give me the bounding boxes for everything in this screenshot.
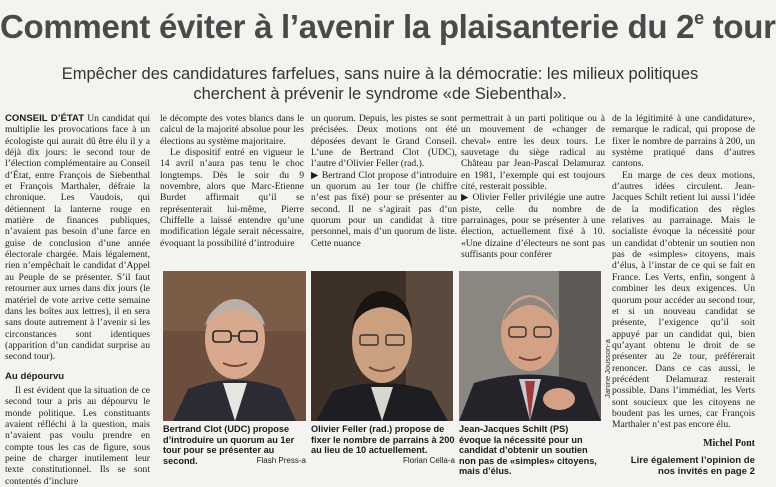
deck-subtitle: Empêcher des candidatures farfelues, sans nuire à la démocratie: les milieux politiques cherchent à prévenir le syndrome «de Siebenthal». bbox=[61, 65, 699, 103]
caption-bertrand-clot: Bertrand Clot (UDC) propose d’introduire un quorum au 1er tour pour se présenter au second. Flash Press-a bbox=[163, 424, 306, 466]
kicker: CONSEIL D’ÉTAT bbox=[5, 113, 85, 124]
photo-olivier-feller bbox=[311, 271, 453, 421]
paragraph: de la légitimité à une candidature», remarque le radical, qui propose de fixer le nombre de parrains à 200, un système pratiqué dans d’autres cantons. bbox=[612, 113, 755, 170]
paragraph: permettrait à un parti politique ou à un mouvement de «changer de cheval» entre les deux tours. Le sauvetage du siège radical au Château par Jean-Pascal Delamuraz en 1981, l’exemple qui est toujours cité, resterait possible. bbox=[461, 113, 605, 193]
photo-credit: Flash Press-a bbox=[256, 455, 306, 465]
paragraph: Il est évident que la situation de ce second tour a pris au dépourvu le monde politique. Les constituants avaient réfléchi à la question, mais n’avaient pas voulu prendre en compte tous les cas de figure, sous peine de charger inutilement leur texte constitutionnel. Ils se sont contentés d’inclure bbox=[5, 384, 150, 487]
column-1 bbox=[5, 113, 150, 487]
portrait-illustration bbox=[311, 271, 453, 421]
headline: Comment éviter à l’avenir la plaisanterie du 2e tour bbox=[0, 8, 776, 45]
column-2 bbox=[160, 113, 304, 249]
caption-olivier-feller: Olivier Feller (rad.) propose de fixer le nombre de parrains à 200 au lieu de 10 actuellement. Florian Cella-a bbox=[311, 424, 455, 465]
portrait-illustration bbox=[459, 271, 601, 421]
photo-credit-vertical: Janine Jousson-a bbox=[603, 339, 612, 398]
paragraph: ▶ Bertrand Clot propose d’introduire un quorum au 1er tour (le chiffre n’est pas fixé) pour se présenter au second. Il ne s’agirait pas d’un quorum pour un candidat à titre personnel, mais d’un quorum de liste. Cette nuance bbox=[311, 169, 457, 249]
paragraph: ▶ Olivier Feller privilégie une autre piste, celle du nombre de parrainages, pour se présenter à une élection, actuellement fixé à 10. «Une dizaine d’électeurs ne sont pas suffisants pour conférer bbox=[461, 192, 605, 261]
photo-credit: Florian Cella-a bbox=[402, 455, 455, 465]
paragraph: Le dispositif entré en vigueur le 14 avril n’aura pas tenu le choc longtemps. Dès le soir du 9 novembre, alors que Marc-Etienne Burdet affirmait qu’il se représenterait lui-même, Pierre Chiffelle a laissé entendre qu’une modification légale serait nécessaire, évoquant la possibilité d’introduire bbox=[160, 147, 304, 249]
column-3 bbox=[311, 113, 457, 249]
see-also-link[interactable]: Lire également l’opinion de nos invités en page 2 bbox=[630, 454, 755, 477]
column-4 bbox=[461, 113, 605, 260]
byline: Michel Pont bbox=[703, 437, 755, 449]
column-5 bbox=[612, 113, 755, 477]
photo-bertrand-clot bbox=[163, 271, 306, 421]
subheading: Au dépourvu bbox=[5, 370, 65, 382]
paragraph: le décompte des votes blancs dans le calcul de la majorité absolue pour les élections au système majoritaire. bbox=[160, 113, 304, 147]
paragraph: Un candidat qui multiplie les provocations face à un écologiste qui aurait dû être élu il y a déjà dix jours: le second tour de l’élection complémentaire au Conseil d’État, entre François de Siebenthal et François Marthaler, défraie la chronique. Les Vaudois, qui détiennent la lanterne rouge en matière de finances publiques, n’avaient pas besoin d’une farce en guise de conclusion d’une année électorale chargée. Mais légalement, rien n’empêchait le candidat d’Appel au Peuple de se présenter. S’il faut retourner aux urnes dans dix jours (le matériel de vote arrive cette semaine dans les boîtes aux lettres), il en sera sans doute autrement à l’avenir si les circonstances sont identiques (apparition d’un candidat surprise au second tour). bbox=[5, 113, 150, 363]
portrait-illustration bbox=[163, 271, 306, 421]
paragraph: un quorum. Depuis, les pistes se sont précisées. Deux motions ont été déposées devant le Grand Conseil. L’une de Bertrand Clot (UDC), l’autre d’Olivier Feller (rad.). bbox=[311, 113, 457, 170]
photo-jean-jacques-schilt bbox=[459, 271, 601, 421]
paragraph: En marge de ces deux motions, d’autres idées circulent. Jean-Jacques Schilt retient lui aussi l’idée de la modification des règles relatives au parrainage. Mais le socialiste évoque la nécessité pour un candidat d’obtenir un soutien non pas de «simples» citoyens, mais d’élus, à l’instar de ce qui se fait en France. Les Verts, enfin, songent à combiner les deux exigences. Un quorum pour accéder au second tour, et si un nouveau candidat se présente, l’exigence qu’il soit appuyé par un candidat qui, bien qu’ayant obtenu le droit de se présenter au 2e tour, préférerait renoncer. Dans ce cas aussi, le précédent Delamuraz resterait possible. Dans l’immédiat, les Verts sont soucieux que les citoyens ne boudent pas les urnes, car François Marthaler n’est pas encore élu. bbox=[612, 169, 755, 431]
caption-jean-jacques-schilt: Jean-Jacques Schilt (PS) évoque la nécessité pour un candidat d’obtenir un soutien non pas de «simples» citoyens, mais d’élus. bbox=[459, 424, 597, 477]
